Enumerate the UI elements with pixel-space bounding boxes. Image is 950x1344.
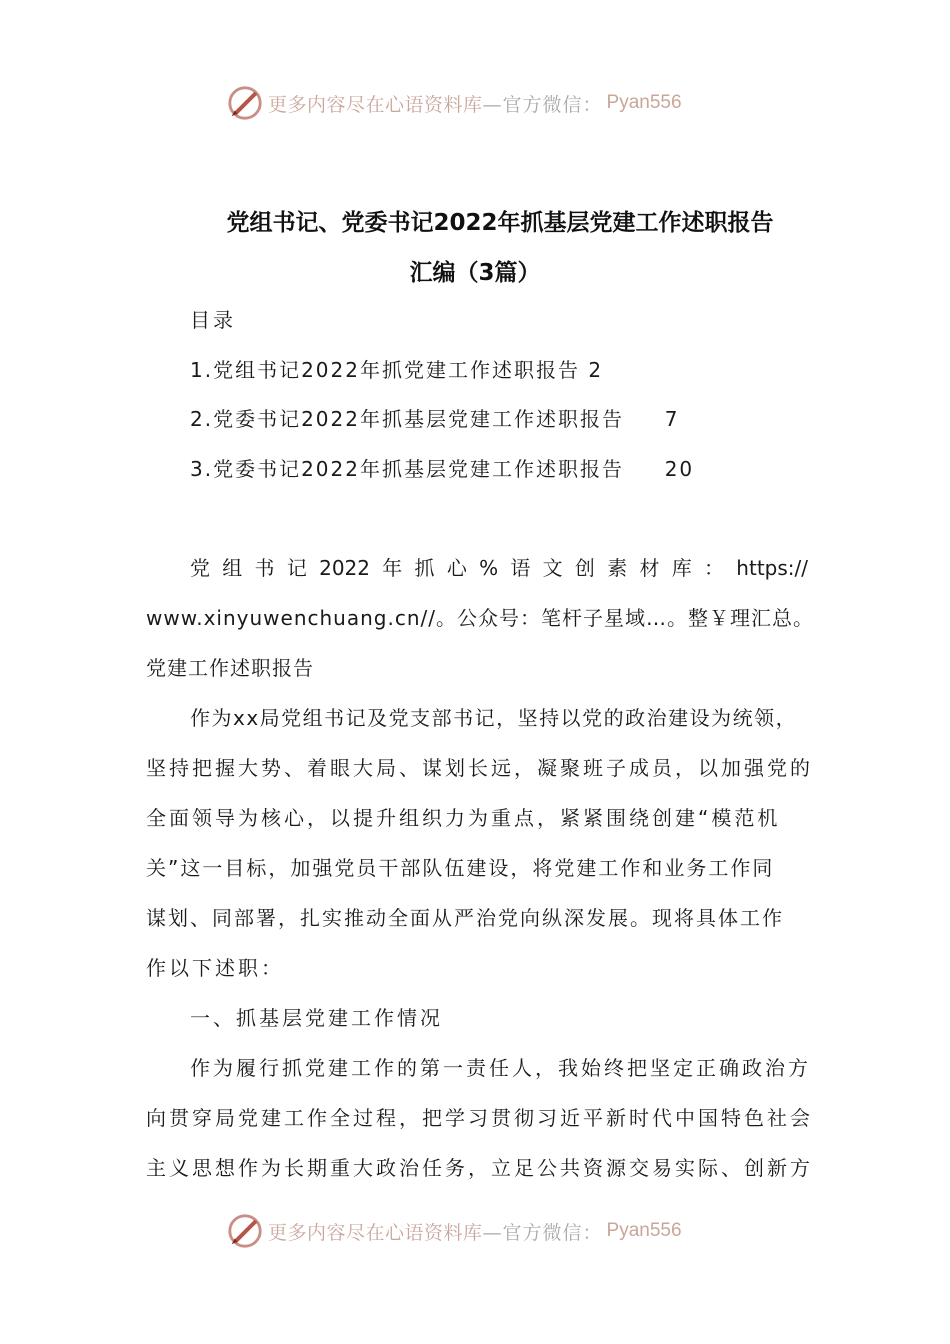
body-line: 坚持把握大势、着眼大局、谋划长远，凝聚班子成员，以加强党的 [146,756,813,780]
document-title-line1: 党组书记、党委书记2022年抓基层党建工作述职报告 [226,210,774,236]
body-line: 作以下述职： [146,956,284,980]
watermark-id: Pyan556 [606,1220,682,1241]
body-line: www.xinyuwenchuang.cn//。公众号：笔杆子星域…。整￥理汇总。 [146,606,814,630]
toc-heading: 目录 [190,308,236,332]
body-line: 主义思想作为长期重大政治任务，立足公共资源交易实际、创新方 [146,1156,813,1180]
watermark-banner-top [226,83,682,123]
document-title-line2: 汇编（3篇） [409,260,541,286]
pen-logo-icon [226,1212,264,1250]
watermark-separator: —官方微信： [482,1221,603,1244]
toc-item-label: 3.党委书记2022年抓基层党建工作述职报告 [190,457,624,481]
body-line: 党建工作述职报告 [146,656,314,680]
body-line: 党组书记2022年抓心%语文创素材库：https:// [190,556,808,580]
watermark-separator: —官方微信： [482,93,603,116]
watermark-text: 更多内容尽在心语资料库 [268,93,483,116]
section-heading: 一、抓基层党建工作情况 [190,1006,443,1030]
body-line: 谋划、同部署，扎实推动全面从严治党向纵深发展。现将具体工作 [146,906,784,930]
toc-item[interactable] [190,357,850,383]
watermark-id: Pyan556 [606,92,682,113]
body-line: 作为xx局党组书记及党支部书记，坚持以党的政治建设为统领， [190,706,798,730]
toc-item-page: 7 [664,407,680,431]
pen-logo-icon [226,84,264,122]
body-line: 作为履行抓党建工作的第一责任人，我始终把坚定正确政治方 [190,1056,811,1080]
toc-item[interactable] [190,406,850,432]
watermark-text: 更多内容尽在心语资料库 [268,1221,483,1244]
toc-item-page: 20 [664,457,695,481]
toc-item-page: 2 [588,358,604,382]
toc-item-label: 2.党委书记2022年抓基层党建工作述职报告 [190,407,624,431]
body-line: 全面领导为核心，以提升组织力为重点，紧紧围绕创建“模范机 [146,806,781,830]
body-line: 关”这一目标，加强党员干部队伍建设，将党建工作和业务工作同 [146,856,775,880]
body-line: 向贯穿局党建工作全过程，把学习贯彻习近平新时代中国特色社会 [146,1106,813,1130]
toc-item[interactable] [190,456,850,482]
toc-item-label: 1.党组书记2022年抓党建工作述职报告 [190,358,580,382]
watermark-banner-bottom [226,1211,682,1251]
